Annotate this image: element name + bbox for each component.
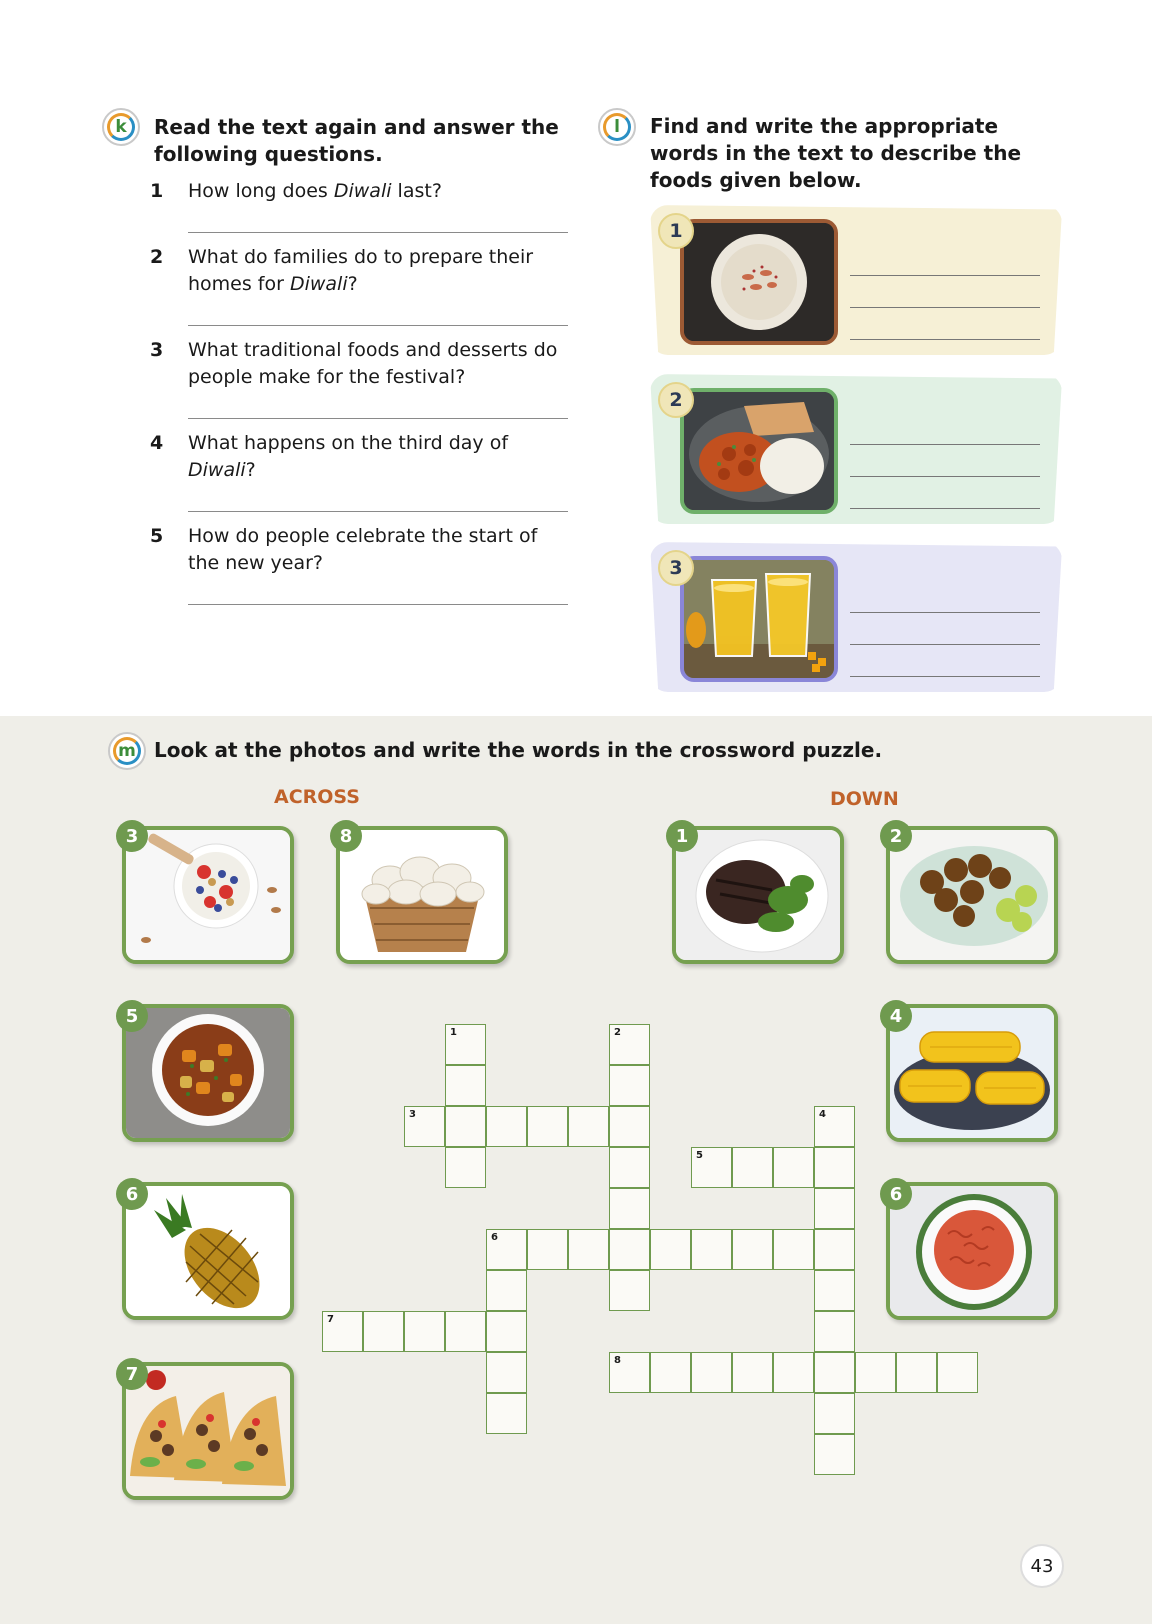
page-number: 43 (1020, 1544, 1064, 1588)
mango-lassi-photo (680, 556, 838, 682)
crossword-cell[interactable]: 6 (486, 1229, 527, 1270)
crossword-cell[interactable] (568, 1229, 609, 1270)
photo-falafel (886, 826, 1058, 964)
crossword-cell[interactable] (937, 1352, 978, 1393)
food-1-line-2[interactable] (850, 307, 1040, 308)
food-3-line-1[interactable] (850, 612, 1040, 613)
crossword-cell[interactable]: 5 (691, 1147, 732, 1188)
crossword-cell[interactable] (568, 1106, 609, 1147)
photo-corn (886, 1004, 1058, 1142)
food-number-3: 3 (658, 550, 694, 586)
crossword-cell[interactable] (732, 1147, 773, 1188)
down-heading: DOWN (830, 788, 899, 810)
section-l-instruction: Find and write the appropriate words in the text to describe the foods given below. (650, 114, 1022, 192)
crossword-cell[interactable] (814, 1352, 855, 1393)
crossword-cell[interactable] (650, 1229, 691, 1270)
section-m-badge: m (108, 732, 146, 770)
answer-line-4[interactable] (188, 511, 568, 512)
photo-mushrooms (336, 826, 508, 964)
photo-tacos (122, 1362, 294, 1500)
crossword-cell[interactable] (363, 1311, 404, 1352)
crossword-cell[interactable] (814, 1311, 855, 1352)
answer-line-1[interactable] (188, 232, 568, 233)
photo-number-7: 7 (116, 1358, 148, 1390)
photo-number-6-pineapple: 6 (116, 1178, 148, 1210)
photo-pineapple (122, 1182, 294, 1320)
crossword-cell[interactable] (814, 1270, 855, 1311)
photo-steak (672, 826, 844, 964)
crossword-cell[interactable] (609, 1229, 650, 1270)
crossword-cell[interactable] (773, 1229, 814, 1270)
crossword-cell[interactable] (814, 1434, 855, 1475)
crossword-cell[interactable] (691, 1229, 732, 1270)
photo-stew (122, 1004, 294, 1142)
food-2-line-1[interactable] (850, 444, 1040, 445)
food-1-line-3[interactable] (850, 339, 1040, 340)
crossword-cell[interactable] (814, 1229, 855, 1270)
section-m-instruction: Look at the photos and write the words in the crossword puzzle. (154, 738, 883, 762)
crossword-cell[interactable] (445, 1106, 486, 1147)
photo-number-6-pasta: 6 (880, 1178, 912, 1210)
food-card-2 (650, 374, 1062, 524)
food-card-1 (650, 205, 1062, 355)
crossword-cell[interactable] (486, 1311, 527, 1352)
crossword-cell[interactable] (486, 1270, 527, 1311)
food-2-line-3[interactable] (850, 508, 1040, 509)
photo-pasta (886, 1182, 1058, 1320)
crossword-cell[interactable] (445, 1311, 486, 1352)
crossword-cell[interactable] (814, 1393, 855, 1434)
crossword-cell[interactable] (486, 1106, 527, 1147)
answer-line-5[interactable] (188, 604, 568, 605)
crossword-cell[interactable] (404, 1311, 445, 1352)
crossword-cell[interactable]: 1 (445, 1024, 486, 1065)
photo-number-8: 8 (330, 820, 362, 852)
answer-line-3[interactable] (188, 418, 568, 419)
rice-pudding-photo (680, 219, 838, 345)
crossword-cell[interactable] (527, 1229, 568, 1270)
crossword-cell[interactable]: 4 (814, 1106, 855, 1147)
crossword-cell[interactable] (486, 1352, 527, 1393)
crossword-cell[interactable] (609, 1147, 650, 1188)
crossword-cell[interactable] (609, 1188, 650, 1229)
crossword-cell[interactable] (855, 1352, 896, 1393)
photo-number-5: 5 (116, 1000, 148, 1032)
photo-yogurt-bowl (122, 826, 294, 964)
crossword-cell[interactable]: 8 (609, 1352, 650, 1393)
curry-rice-photo (680, 388, 838, 514)
crossword-cell[interactable] (486, 1393, 527, 1434)
crossword-cell[interactable] (773, 1352, 814, 1393)
crossword-cell[interactable]: 2 (609, 1024, 650, 1065)
crossword-cell[interactable] (445, 1147, 486, 1188)
crossword-cell[interactable] (609, 1270, 650, 1311)
across-heading: ACROSS (274, 786, 360, 808)
section-k-instruction: Read the text again and answer the following questions. (154, 115, 559, 166)
food-3-line-3[interactable] (850, 676, 1040, 677)
food-2-line-2[interactable] (850, 476, 1040, 477)
food-1-line-1[interactable] (850, 275, 1040, 276)
crossword-cell[interactable] (814, 1188, 855, 1229)
crossword-cell[interactable] (732, 1352, 773, 1393)
section-l-badge: l (598, 108, 636, 146)
answer-line-2[interactable] (188, 325, 568, 326)
photo-number-1: 1 (666, 820, 698, 852)
crossword-cell[interactable] (527, 1106, 568, 1147)
photo-number-3: 3 (116, 820, 148, 852)
crossword-cell[interactable] (773, 1147, 814, 1188)
crossword-cell[interactable] (609, 1106, 650, 1147)
food-number-2: 2 (658, 382, 694, 418)
section-k-badge: k (102, 108, 140, 146)
food-card-3 (650, 542, 1062, 692)
crossword-cell[interactable] (732, 1229, 773, 1270)
crossword-cell[interactable] (896, 1352, 937, 1393)
photo-number-2: 2 (880, 820, 912, 852)
crossword-cell[interactable] (814, 1147, 855, 1188)
crossword-cell[interactable] (445, 1065, 486, 1106)
photo-number-4: 4 (880, 1000, 912, 1032)
crossword-cell[interactable]: 3 (404, 1106, 445, 1147)
crossword-cell[interactable]: 7 (322, 1311, 363, 1352)
crossword-cell[interactable] (691, 1352, 732, 1393)
food-number-1: 1 (658, 213, 694, 249)
crossword-cell[interactable] (609, 1065, 650, 1106)
crossword-cell[interactable] (650, 1352, 691, 1393)
food-3-line-2[interactable] (850, 644, 1040, 645)
